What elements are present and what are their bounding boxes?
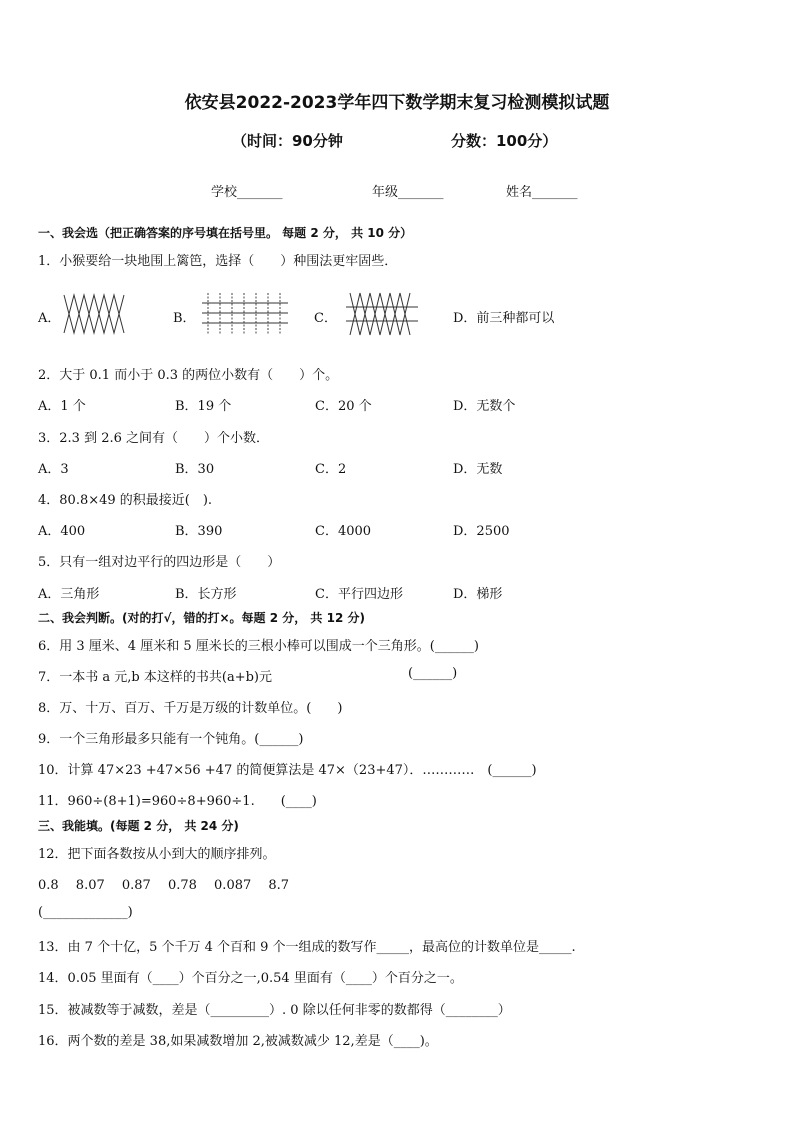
question-8: 8．万、十万、百万、千万是万级的计数单位。( ): [38, 701, 343, 716]
q5-option-d[interactable]: D．梯形: [453, 587, 503, 602]
q5-option-b[interactable]: B．长方形: [175, 587, 237, 602]
q2-option-d[interactable]: D．无数个: [453, 399, 516, 414]
q3-option-a[interactable]: A．3: [38, 462, 69, 477]
q4-option-b[interactable]: B．390: [175, 524, 223, 539]
fence-grid-diagram: [200, 291, 290, 337]
q2-option-a[interactable]: A．1 个: [38, 399, 86, 414]
q3-option-d[interactable]: D．无数: [453, 462, 503, 477]
section-2-heading: 二、我会判断。(对的打√，错的打×。每题 2 分， 共 12 分): [38, 611, 365, 625]
q4-option-c[interactable]: C．4000: [315, 524, 372, 539]
page-title: 依安县2022-2023学年四下数学期末复习检测模拟试题: [184, 93, 610, 113]
q1-option-a[interactable]: A．: [38, 311, 61, 326]
question-14: 14．0.05 里面有（____）个百分之一,0.54 里面有（____）个百分之一。: [38, 971, 463, 986]
grade-field[interactable]: 年级_______: [372, 185, 444, 200]
question-12: 12．把下面各数按从小到大的顺序排列。: [38, 847, 276, 862]
fence-cross-diagram: [62, 293, 128, 335]
question-4: 4．80.8×49 的积最接近( ).: [38, 493, 213, 508]
school-field[interactable]: 学校_______: [211, 185, 283, 200]
question-15: 15．被减数等于减数，差是（_________）. 0 除以任何非零的数都得（________）: [38, 1003, 511, 1018]
q7-answer-blank[interactable]: (______): [408, 666, 458, 681]
question-16: 16．两个数的差是 38,如果减数增加 2,被减数减少 12,差是（____)。: [38, 1034, 438, 1049]
question-1: 1．小猴要给一块地围上篱笆，选择（ ）种围法更牢固些．: [38, 254, 398, 269]
question-10: 10．计算 47×23 +47×56 +47 的简便算法是 47×（23+47）．………… (______): [38, 763, 537, 778]
q12-numbers: 0.8 8.07 0.87 0.78 0.087 8.7: [38, 878, 290, 893]
question-3: 3．2.3 到 2.6 之间有（ ）个小数．: [38, 431, 270, 446]
question-7: 7．一本书 a 元,b 本这样的书共(a+b)元: [38, 670, 272, 685]
q5-option-a[interactable]: A．三角形: [38, 587, 100, 602]
q12-answer-blank[interactable]: (_____________): [38, 905, 133, 920]
q2-option-b[interactable]: B．19 个: [175, 399, 232, 414]
question-5: 5．只有一组对边平行的四边形是（ ）: [38, 555, 281, 570]
q4-option-a[interactable]: A．400: [38, 524, 86, 539]
question-2: 2．大于 0.1 而小于 0.3 的两位小数有（ ）个。: [38, 368, 339, 383]
question-6: 6．用 3 厘米、4 厘米和 5 厘米长的三根小棒可以围成一个三角形。(______): [38, 639, 479, 654]
time-limit: （时间：90分钟: [232, 132, 343, 150]
section-3-heading: 三、我能填。(每题 2 分， 共 24 分): [38, 819, 239, 833]
q1-option-c[interactable]: C．: [314, 311, 337, 326]
q4-option-d[interactable]: D．2500: [453, 524, 510, 539]
q5-option-c[interactable]: C．平行四边形: [315, 587, 403, 602]
q3-option-c[interactable]: C．2: [315, 462, 347, 477]
total-score: 分数：100分）: [451, 132, 558, 150]
question-9: 9．一个三角形最多只能有一个钝角。(______): [38, 732, 304, 747]
q1-option-d[interactable]: D．前三种都可以: [453, 311, 555, 326]
q1-option-b[interactable]: B．: [173, 311, 196, 326]
fence-cross-grid-diagram: [344, 291, 420, 337]
question-11: 11．960÷(8+1)=960÷8+960÷1. (____): [38, 794, 317, 809]
section-1-heading: 一、我会选（把正确答案的序号填在括号里。 每题 2 分， 共 10 分）: [38, 226, 413, 240]
question-13: 13．由 7 个十亿，5 个千万 4 个百和 9 个一组成的数写作_____，最高位的计数单位是_____.: [38, 940, 576, 955]
name-field[interactable]: 姓名_______: [506, 185, 578, 200]
q3-option-b[interactable]: B．30: [175, 462, 215, 477]
q2-option-c[interactable]: C．20 个: [315, 399, 372, 414]
